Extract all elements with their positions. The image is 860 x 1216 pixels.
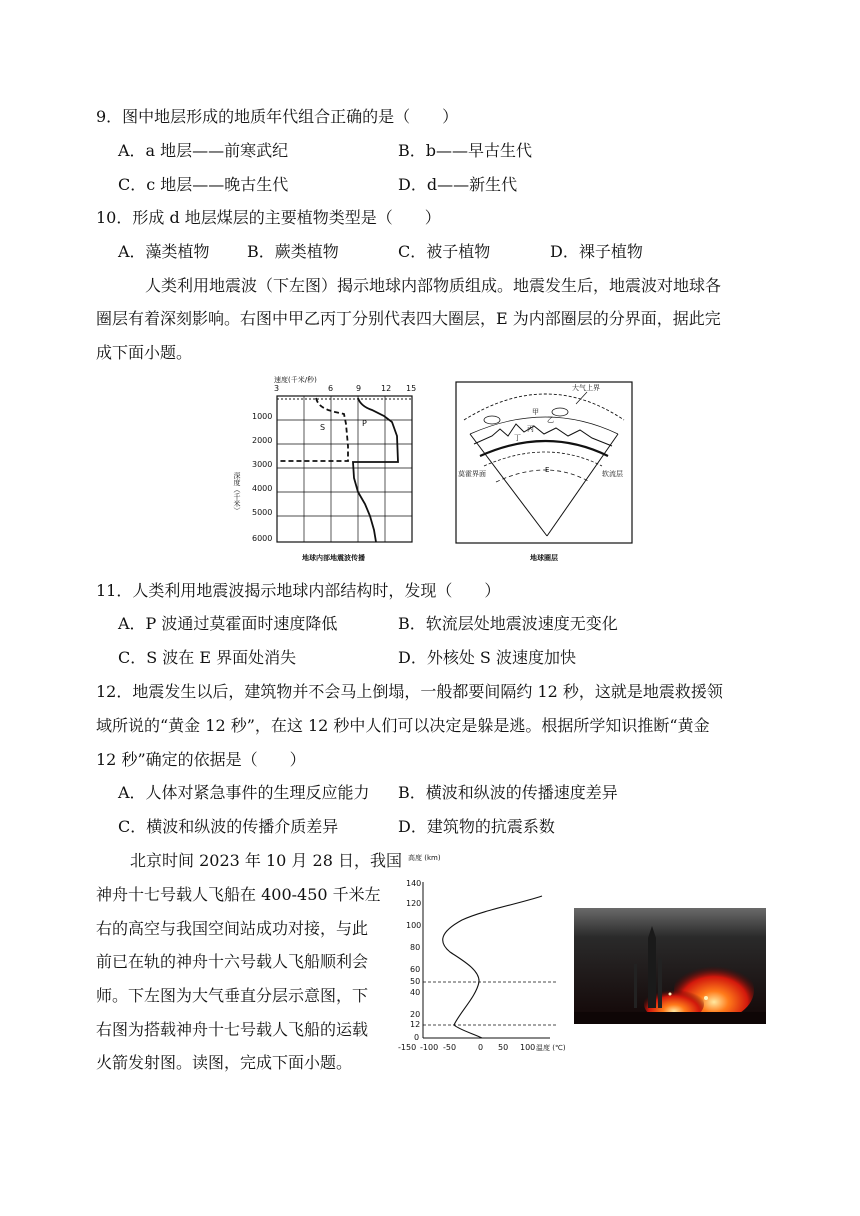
q11-option-b: B．软流层处地震波速度无变化 — [398, 614, 618, 633]
speed-tick: 15 — [406, 384, 417, 393]
q11-option-d: D．外核处 S 波速度加快 — [398, 648, 576, 667]
passage1-line: 人类利用地震波（下左图）揭示地球内部物质组成。地震发生后，地震波对地球各 — [145, 276, 722, 295]
q9-stem: 9．图中地层形成的地质年代组合正确的是（ ） — [96, 107, 459, 126]
altitude-tick: 80 — [410, 943, 421, 952]
q12-line: 域所说的“黄金 12 秒”，在这 12 秒中人们可以决定是躲是逃。根据所学知识推断“黄金 — [96, 716, 710, 735]
q12-line: 12 秒”确定的依据是（ ） — [96, 750, 306, 769]
q10-option-b: B．蕨类植物 — [247, 242, 339, 261]
q9-option-b: B．b——早古生代 — [398, 141, 533, 160]
altitude-tick: 50 — [410, 977, 421, 986]
q11-option-c: C．S 波在 E 界面处消失 — [118, 648, 297, 667]
q9-option-a: A．a 地层——前寒武纪 — [118, 141, 289, 160]
q12-option-c: C．横波和纵波的传播介质差异 — [118, 817, 339, 836]
temperature-tick: 0 — [478, 1043, 484, 1052]
seismic-wave-figure — [232, 374, 432, 564]
q12-line: 12．地震发生以后，建筑物并不会马上倒塌，一般都要间隔约 12 秒，这就是地震救援领 — [96, 682, 723, 701]
boundary-e-label: E — [545, 466, 550, 474]
speed-axis-label: 速度(千米/秒) — [274, 376, 317, 384]
depth-tick: 5000 — [252, 508, 273, 517]
depth-axis-label: 深度（千米） — [233, 472, 241, 514]
atmosphere-layers-figure — [398, 852, 568, 1052]
q12-option-d: D．建筑物的抗震系数 — [398, 817, 555, 836]
depth-tick: 4000 — [252, 484, 273, 493]
rocket-launch-photo — [574, 908, 766, 1024]
p-wave-label: P — [362, 419, 367, 428]
passage2-line: 火箭发射图。读图，完成下面小题。 — [96, 1053, 353, 1072]
depth-tick: 6000 — [252, 534, 273, 543]
q10-option-d: D．裸子植物 — [550, 242, 643, 261]
temperature-tick: -50 — [443, 1043, 457, 1052]
altitude-tick: 0 — [414, 1033, 420, 1042]
seismic-figure-caption: 地球内部地震波传播 — [302, 554, 365, 562]
passage2-line: 右图为搭载神舟十七号载人飞船的运载 — [96, 1020, 369, 1039]
q9-option-c: C．c 地层——晚古生代 — [118, 175, 289, 194]
depth-tick: 1000 — [252, 412, 273, 421]
temperature-axis-label: 温度 (℃) — [536, 1044, 566, 1052]
speed-tick: 6 — [328, 384, 334, 393]
speed-tick: 3 — [274, 384, 280, 393]
temperature-tick: 50 — [498, 1043, 509, 1052]
q10-option-c: C．被子植物 — [398, 242, 491, 261]
asthenosphere-label: 软流层 — [602, 470, 623, 478]
passage2-line: 师。下左图为大气垂直分层示意图，下 — [96, 986, 369, 1005]
q11-option-a: A．P 波通过莫霍面时速度降低 — [118, 614, 338, 633]
speed-tick: 12 — [381, 384, 392, 393]
depth-tick: 3000 — [252, 460, 273, 469]
altitude-tick: 100 — [406, 921, 422, 930]
passage2-line: 神舟十七号载人飞船在 400-450 千米左 — [96, 885, 381, 904]
passage1-line: 成下面小题。 — [96, 343, 193, 362]
altitude-tick: 60 — [410, 965, 421, 974]
spheres-figure-caption: 地球圈层 — [530, 554, 558, 562]
altitude-tick: 140 — [406, 879, 422, 888]
altitude-tick: 12 — [410, 1020, 421, 1029]
earth-spheres-figure — [452, 374, 642, 564]
q10-stem: 10．形成 d 地层煤层的主要植物类型是（ ） — [96, 208, 441, 227]
altitude-tick: 20 — [410, 1010, 421, 1019]
q12-option-b: B．横波和纵波的传播速度差异 — [398, 783, 618, 802]
passage2-line: 北京时间 2023 年 10 月 28 日，我国 — [130, 851, 402, 870]
passage2-line: 前已在轨的神舟十六号载人飞船顺利会 — [96, 952, 369, 971]
sphere-jia-label: 甲 — [532, 408, 539, 416]
q12-option-a: A．人体对紧急事件的生理反应能力 — [118, 783, 370, 802]
passage2-line: 右的高空与我国空间站成功对接，与此 — [96, 919, 369, 938]
sphere-yi-label: 乙 — [547, 416, 554, 424]
sphere-bing-label: 丙 — [527, 425, 534, 433]
q9-option-d: D．d——新生代 — [398, 175, 518, 194]
temperature-tick: 100 — [520, 1043, 536, 1052]
depth-tick: 2000 — [252, 436, 273, 445]
temperature-tick: -100 — [420, 1043, 439, 1052]
altitude-axis-label: 高度 (km) — [408, 854, 441, 862]
moho-label: 莫霍界面 — [458, 470, 486, 478]
passage1-line: 圈层有着深刻影响。右图中甲乙丙丁分别代表四大圈层，E 为内部圈层的分界面，据此完 — [96, 309, 721, 328]
altitude-tick: 120 — [406, 899, 422, 908]
s-wave-label: S — [320, 423, 326, 432]
speed-tick: 9 — [356, 384, 362, 393]
q10-option-a: A．藻类植物 — [118, 242, 210, 261]
sphere-ding-label: 丁 — [514, 434, 521, 442]
temperature-tick: -150 — [398, 1043, 417, 1052]
atmosphere-top-label: 大气上界 — [572, 384, 600, 392]
altitude-tick: 40 — [410, 988, 421, 997]
q11-stem: 11．人类利用地震波揭示地球内部结构时，发现（ ） — [96, 581, 501, 600]
